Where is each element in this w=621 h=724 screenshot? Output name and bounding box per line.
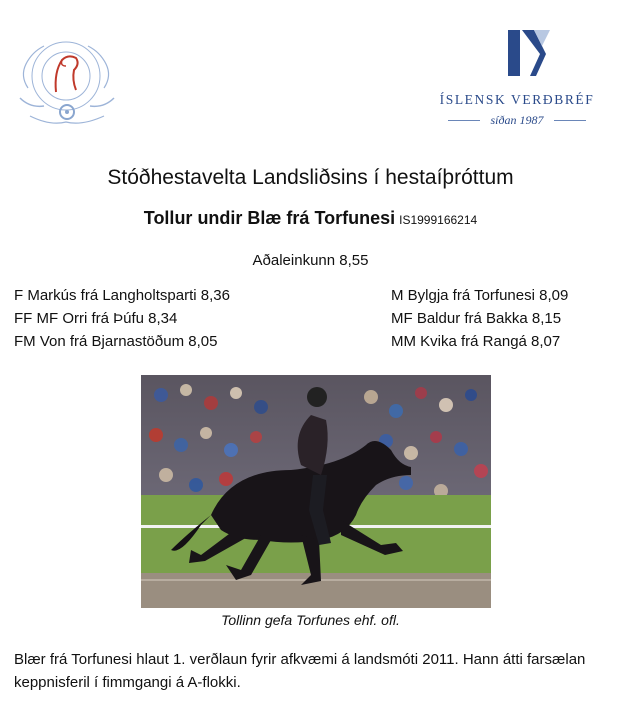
landssamband-logo [10, 36, 128, 128]
horse-photo [141, 375, 491, 608]
pedigree-right-2: MF Baldur frá Bakka 8,15 [391, 310, 562, 327]
photo-caption: Tollinn gefa Torfunes ehf. ofl. [221, 612, 400, 628]
horse-emblem-icon [10, 36, 128, 128]
registration-number: IS1999166214 [399, 213, 478, 227]
pedigree-right-1: M Bylgja frá Torfunesi 8,09 [391, 287, 569, 304]
page-title: Stóðhestavelta Landsliðsins í hestaíþróttum [107, 166, 514, 189]
pedigree-left-2: FF MF Orri frá Þúfu 8,34 [14, 310, 178, 327]
rider-on-black-horse-photo [141, 375, 491, 608]
pedigree-right-3: MM Kvika frá Rangá 8,07 [391, 333, 561, 350]
brand-divider-right [554, 120, 586, 121]
islensk-verdbref-logo [436, 28, 598, 132]
pedigree-left-1: F Markús frá Langholtsparti 8,36 [14, 287, 230, 304]
iv-chevron-icon [506, 28, 552, 80]
horse-name: Tollur undir Blæ frá Torfunesi [143, 208, 396, 228]
brand-since: síðan 1987 [490, 113, 544, 127]
brand-name: ÍSLENSK VERÐBRÉF [439, 92, 595, 107]
horse-heading [0, 208, 621, 229]
main-score: Aðaleinkunn 8,55 [252, 252, 369, 269]
pedigree-left-3: FM Von frá Bjarnastöðum 8,05 [14, 333, 218, 350]
description-paragraph: Blær frá Torfunesi hlaut 1. verðlaun fyrir afkvæmi á landsmóti 2011. Hann átti farsælan keppnisferil í fimmgangi á A-flokki. [14, 651, 586, 691]
